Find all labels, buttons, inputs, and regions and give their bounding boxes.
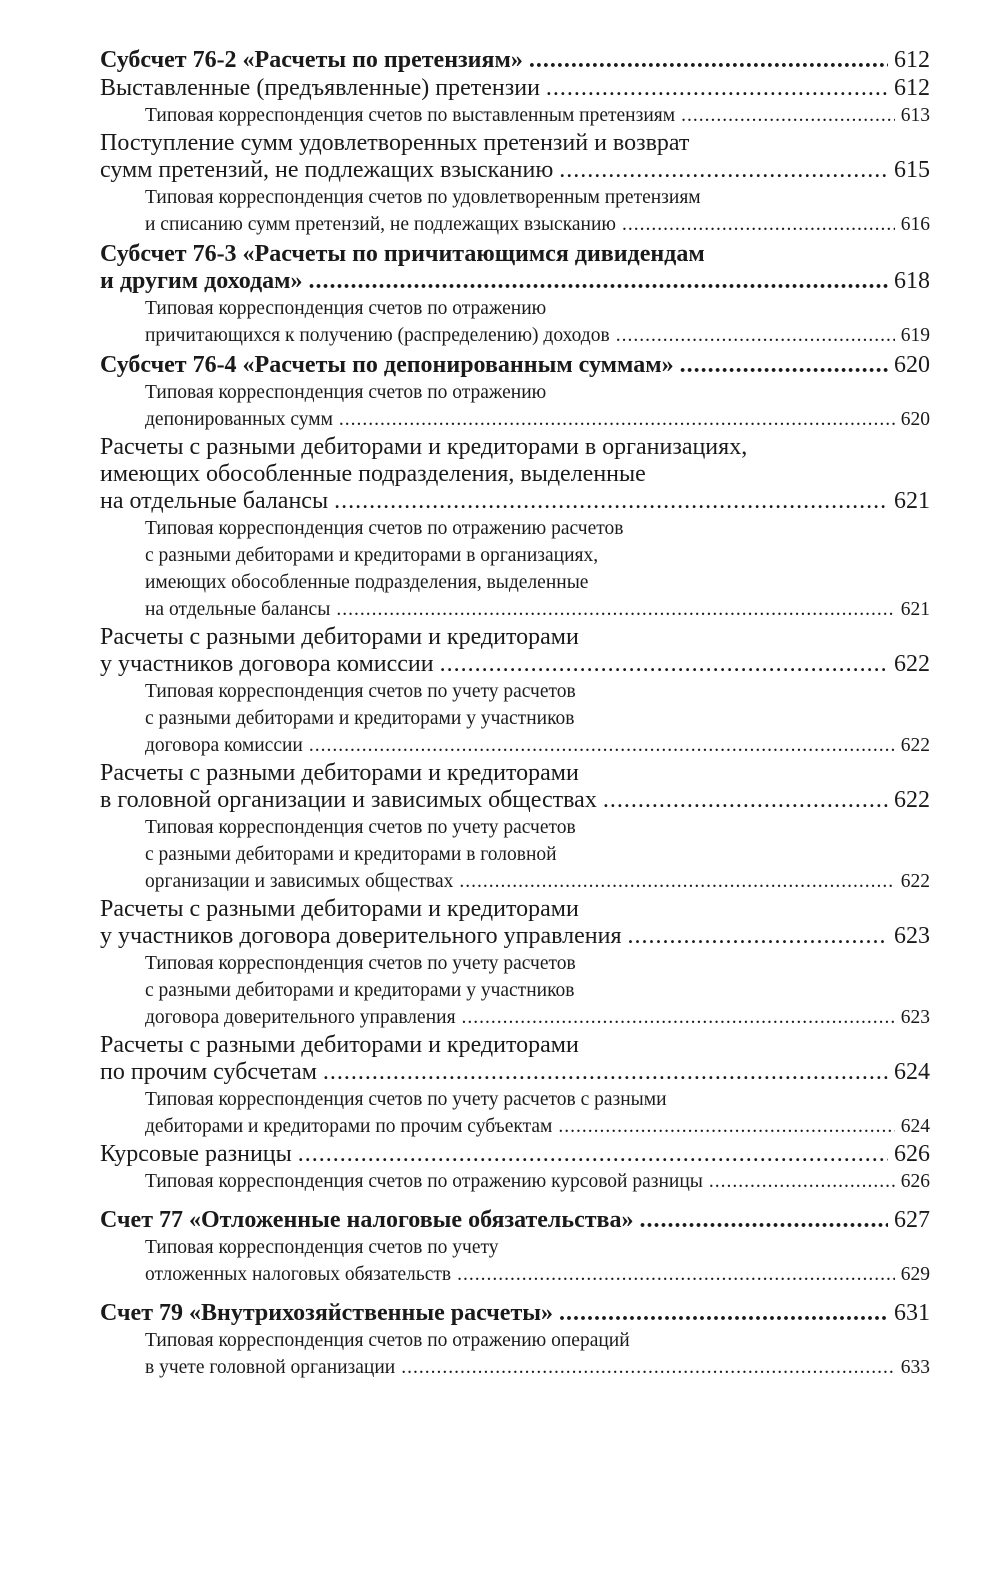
toc-entry-last-line (100, 157, 930, 184)
dot-leader (339, 406, 895, 433)
dot-leader (529, 47, 888, 74)
toc-entry-title-line: Поступление сумм удовлетворенных претензий и возврат (100, 130, 690, 156)
toc-entry-title-line: Субсчет 76-4 «Расчеты по депонированным суммам» (100, 352, 674, 378)
page-number: 622 (900, 735, 930, 756)
toc-entry-last-line (100, 352, 930, 379)
page-number: 629 (900, 1264, 930, 1285)
toc-entry[interactable] (100, 434, 930, 515)
toc-entry-title-line: договора доверительного управления (145, 1007, 456, 1028)
page-number: 618 (894, 268, 930, 294)
dot-leader (558, 1113, 894, 1140)
toc-entry-title-line: Типовая корреспонденция счетов по удовлетворенным претензиям (145, 187, 701, 208)
page-number: 619 (900, 325, 930, 346)
toc-entry-last-line (145, 406, 930, 433)
dot-leader (559, 1300, 888, 1327)
dot-leader (559, 157, 888, 184)
toc-entry-title-line: с разными дебиторами и кредиторами у участников (145, 980, 575, 1001)
page-number: 623 (900, 1007, 930, 1028)
dot-leader (334, 488, 888, 515)
toc-entry-last-line (100, 75, 930, 102)
toc-entry-title-line: Типовая корреспонденция счетов по отражению (145, 382, 547, 403)
page-number: 612 (894, 47, 930, 73)
toc-entry-title-line: в головной организации и зависимых обществах (100, 787, 597, 813)
dot-leader (603, 787, 888, 814)
dot-leader (680, 352, 888, 379)
dot-leader (336, 596, 894, 623)
dot-leader (401, 1354, 895, 1381)
toc-entry-title-line: Типовая корреспонденция счетов по выставленным претензиям (145, 105, 676, 126)
toc-entry-last-line (100, 488, 930, 515)
page-number: 615 (894, 157, 930, 183)
toc-entry[interactable] (100, 295, 930, 349)
toc-entry-title-line: Расчеты с разными дебиторами и кредиторами (100, 896, 579, 922)
toc-entry-title-line: с разными дебиторами и кредиторами в головной (145, 844, 557, 865)
toc-entry-title-line: отложенных налоговых обязательств (145, 1264, 452, 1285)
page-number: 631 (894, 1300, 930, 1326)
toc-entry[interactable] (100, 1300, 930, 1327)
dot-leader (440, 651, 888, 678)
dot-leader (639, 1207, 888, 1234)
toc-entry[interactable] (100, 184, 930, 238)
toc-entry-title-line: сумм претензий, не подлежащих взысканию (100, 157, 554, 183)
toc-entry[interactable] (100, 760, 930, 814)
toc-entry-title-line: причитающихся к получению (распределению) доходов (145, 325, 610, 346)
toc-entry-last-line (145, 1354, 930, 1381)
toc-entry[interactable] (100, 102, 930, 129)
page-number: 627 (894, 1207, 930, 1233)
dot-leader (457, 1261, 895, 1288)
toc-entry-title-line: Курсовые разницы (100, 1141, 292, 1167)
dot-leader (323, 1059, 888, 1086)
toc-entry-title-line: Типовая корреспонденция счетов по учету расчетов с разными (145, 1089, 667, 1110)
page-number: 620 (900, 409, 930, 430)
toc-entry[interactable] (100, 1327, 930, 1381)
toc-entry-last-line (100, 1300, 930, 1327)
toc-entry-title-line: договора комиссии (145, 735, 303, 756)
table-of-contents (100, 44, 930, 1381)
toc-entry-title-line: Типовая корреспонденция счетов по отражению операций (145, 1330, 630, 1351)
toc-entry-last-line (100, 268, 930, 295)
dot-leader (546, 75, 888, 102)
toc-entry[interactable] (100, 75, 930, 102)
page-number: 626 (900, 1171, 930, 1192)
page-number: 622 (900, 871, 930, 892)
toc-entry-title-line: имеющих обособленные подразделения, выделенные (145, 572, 589, 593)
toc-entry-title-line: по прочим субсчетам (100, 1059, 317, 1085)
toc-entry-last-line (145, 1113, 930, 1140)
page-number: 620 (894, 352, 930, 378)
toc-entry-last-line (145, 732, 930, 759)
toc-entry-title-line: Типовая корреспонденция счетов по учету (145, 1237, 499, 1258)
toc-entry-last-line (100, 1141, 930, 1168)
toc-entry[interactable] (100, 352, 930, 379)
toc-entry[interactable] (100, 1032, 930, 1086)
toc-entry-last-line (100, 47, 930, 74)
toc-entry-title-line: имеющих обособленные подразделения, выделенные (100, 461, 646, 487)
toc-entry-last-line (100, 651, 930, 678)
page-number: 622 (894, 651, 930, 677)
toc-entry[interactable] (100, 1234, 930, 1288)
toc-entry-title-line: организации и зависимых обществах (145, 871, 454, 892)
toc-entry-title-line: с разными дебиторами и кредиторами у участников (145, 708, 575, 729)
toc-entry[interactable] (100, 678, 930, 759)
toc-entry-last-line (145, 1004, 930, 1031)
toc-entry[interactable] (100, 814, 930, 895)
toc-entry-last-line (100, 1207, 930, 1234)
toc-entry-title-line: Субсчет 76-3 «Расчеты по причитающимся дивидендам (100, 241, 705, 267)
toc-entry-title-line: на отдельные балансы (145, 599, 331, 620)
toc-entry[interactable] (100, 896, 930, 950)
toc-entry-title-line: Типовая корреспонденция счетов по отражению расчетов (145, 518, 624, 539)
toc-entry-title-line: Расчеты с разными дебиторами и кредиторами (100, 624, 579, 650)
page-number: 624 (900, 1116, 930, 1137)
toc-entry-title-line: дебиторами и кредиторами по прочим субъектам (145, 1116, 553, 1137)
page-number: 621 (894, 488, 930, 514)
toc-entry-last-line (145, 102, 930, 129)
toc-entry-last-line (145, 211, 930, 238)
toc-entry-title-line: с разными дебиторами и кредиторами в организациях, (145, 545, 599, 566)
dot-leader (462, 1004, 895, 1031)
toc-entry-title-line: и списанию сумм претензий, не подлежащих взысканию (145, 214, 616, 235)
dot-leader (622, 211, 895, 238)
toc-entry-title-line: Счет 77 «Отложенные налоговые обязательства» (100, 1207, 634, 1233)
toc-entry-last-line (145, 868, 930, 895)
toc-entry-title-line: Типовая корреспонденция счетов по учету расчетов (145, 953, 576, 974)
toc-entry-title-line: Типовая корреспонденция счетов по отражению (145, 298, 547, 319)
toc-entry[interactable] (100, 241, 930, 295)
toc-entry-last-line (145, 1261, 930, 1288)
toc-entry-title-line: Расчеты с разными дебиторами и кредиторами в организациях, (100, 434, 748, 460)
page-number: 621 (900, 599, 930, 620)
page-number: 612 (894, 75, 930, 101)
dot-leader (459, 868, 894, 895)
page-number: 613 (900, 105, 930, 126)
dot-leader (309, 268, 889, 295)
toc-entry-last-line (145, 596, 930, 623)
page-number: 623 (894, 923, 930, 949)
toc-entry-last-line (100, 1059, 930, 1086)
toc-entry-title-line: Расчеты с разными дебиторами и кредиторами (100, 760, 579, 786)
toc-entry-title-line: Типовая корреспонденция счетов по учету расчетов (145, 817, 576, 838)
toc-entry-title-line: Выставленные (предъявленные) претензии (100, 75, 540, 101)
toc-entry-title-line: Типовая корреспонденция счетов по учету расчетов (145, 681, 576, 702)
dot-leader (298, 1141, 888, 1168)
toc-entry[interactable] (100, 379, 930, 433)
toc-entry-title-line: у участников договора комиссии (100, 651, 434, 677)
page-number: 622 (894, 787, 930, 813)
toc-entry-title-line: Счет 79 «Внутрихозяйственные расчеты» (100, 1300, 553, 1326)
toc-entry[interactable] (100, 130, 930, 184)
toc-entry-last-line (100, 787, 930, 814)
toc-entry-last-line (145, 322, 930, 349)
page-number: 633 (900, 1357, 930, 1378)
dot-leader (616, 322, 895, 349)
toc-entry-title-line: на отдельные балансы (100, 488, 329, 514)
toc-entry-title-line: депонированных сумм (145, 409, 333, 430)
toc-entry-last-line (145, 1168, 930, 1195)
toc-entry-title-line: у участников договора доверительного управления (100, 923, 622, 949)
page-number: 616 (900, 214, 930, 235)
dot-leader (309, 732, 895, 759)
page-number: 626 (894, 1141, 930, 1167)
toc-entry-title-line: и другим доходам» (100, 268, 303, 294)
toc-entry[interactable] (100, 515, 930, 623)
toc-entry[interactable] (100, 1086, 930, 1140)
toc-entry-title-line: Расчеты с разными дебиторами и кредиторами (100, 1032, 579, 1058)
dot-leader (628, 923, 888, 950)
toc-entry-title-line: в учете головной организации (145, 1357, 396, 1378)
toc-entry[interactable] (100, 624, 930, 678)
toc-entry[interactable] (100, 950, 930, 1031)
toc-entry[interactable] (100, 47, 930, 74)
toc-entry-title-line: Субсчет 76-2 «Расчеты по претензиям» (100, 47, 523, 73)
dot-leader (709, 1168, 895, 1195)
toc-entry[interactable] (100, 1141, 930, 1168)
toc-entry-last-line (100, 923, 930, 950)
toc-entry[interactable] (100, 1207, 930, 1234)
dot-leader (681, 102, 895, 129)
page-number: 624 (894, 1059, 930, 1085)
toc-entry-title-line: Типовая корреспонденция счетов по отражению курсовой разницы (145, 1171, 703, 1192)
toc-entry[interactable] (100, 1168, 930, 1195)
